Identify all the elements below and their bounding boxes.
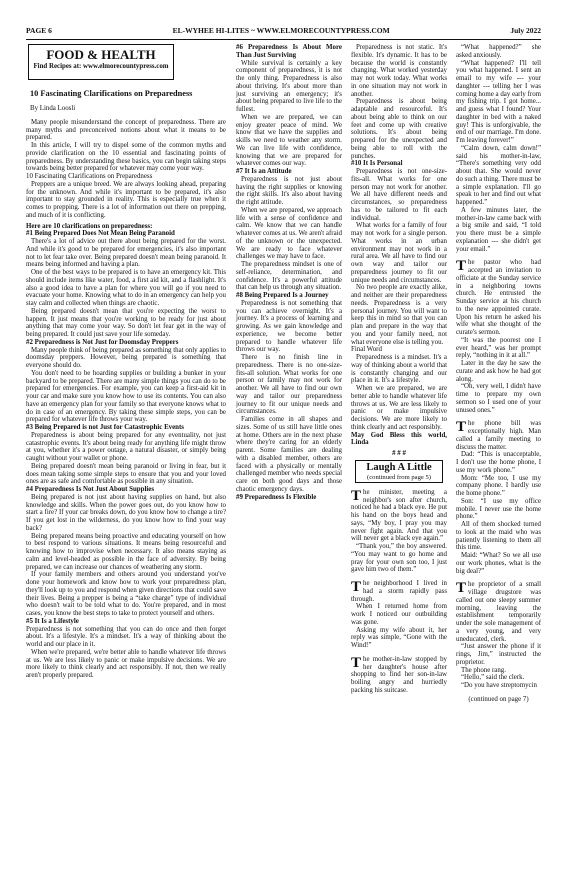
joke-paragraph: “Do you have streptomycin (461, 682, 537, 689)
joke-text: he proprietor of a small village drugstore was called out one sleepy summer morning, leaving the establishment temporarily under the sole management of a very young, and very uneducated, clerk. (456, 581, 541, 643)
section-heading: #7 It Is an Attitude (236, 168, 292, 175)
laugh-title: Laugh A Little (366, 461, 432, 473)
joke-paragraph (456, 420, 541, 451)
article-paragraph: Preparedness is not just about having the right supplies or knowing the right skills. It's also about having the right attitude. (236, 175, 342, 206)
drop-cap: T (351, 654, 362, 671)
list-heading: Here are 10 clarifications on preparedness: (26, 222, 153, 230)
joke-paragraph: All of them shocked turned to look at the maid who was patiently listening to them all this time. (456, 521, 541, 552)
joke-paragraph: Mom: “Me too, I use my company phone. I hardly use the home phone.” (456, 474, 541, 497)
joke-paragraph: Dad: “This is unacceptable, I don't use the home phone, I use my work phone.” (456, 451, 541, 474)
article-paragraph: You don't need to be hoarding supplies or building a bunker in your backyard to be prepared. There are many simple things you can do to be prepared for emergencies. For example, you can keep a first-aid kit in your car and make sure you know how to use its contents. You can also have an emergency plan for your family so that everyone knows what to do in case of an emergency. By taking these simple steps, you can be prepared for whatever life throws your way. (26, 369, 226, 424)
drop-cap: T (456, 258, 467, 275)
column-3 (351, 44, 447, 844)
continued-note: (continued on page 7) (468, 695, 529, 703)
article-paragraph: There's a lot of advice out there about being prepared for the worst. And while it's good to be prepared for emergencies, it's also important not to let fear take over. Being prepared doesn't mean being paranoid. It means being informed and having a plan. (26, 238, 226, 269)
article-paragraph: If your family members and others around you understand you've done your homework and know how to work your preparedness plan, they'll look up to you and respond when given directions that could save their lives. Being a prepper is being a “take charge” type of individual who doesn't wait to be told what to do. You're prepared, and in most cases, you know the best steps to take to protect yourself and others. (26, 571, 226, 617)
joke-paragraph (351, 656, 447, 695)
joke-text: he neighborhood I lived in had a storm rapidly pass through. (351, 580, 447, 603)
joke-paragraph: When I returned home from work I noticed our outbuilding was gone. (351, 603, 447, 626)
article-paragraph: Preparedness is about being prepared for any eventuality, not just catastrophic events. It's about being ready for anything life might throw at you, whether it's a power outage, a natural disaster, or simply being caught without your wallet or phone. (26, 431, 226, 462)
article-paragraph: Preparedness is a mindset. It's a way of thinking about a world that is constantly changing and our place in it. It's a lifestyle. (351, 354, 447, 385)
joke-paragraph: “Thank you,” the boy answered. “You may want to go home and pray for your own son too, I just gave him two of them.” (351, 543, 447, 574)
section-heading: #1 Being Prepared Does Not Mean Being Paranoid (26, 230, 175, 238)
column-2 (236, 44, 342, 844)
article-paragraph: When we're prepared, we're better able to handle whatever life throws at us. We are less likely to panic or make impulsive decisions. We are more likely to think clearly and act responsibly. If not, then we really aren't properly prepared. (26, 648, 226, 679)
section-title: FOOD & HEALTH (46, 47, 156, 62)
joke-paragraph (456, 581, 541, 643)
section-heading: #4 Preparedness Is Not Just About Supplies (26, 486, 155, 493)
section-heading: #6 Preparedness Is About More Than Just Surviving (236, 44, 342, 59)
page-header (26, 26, 541, 40)
joke-paragraph: The phone rang. (461, 666, 506, 674)
article-paragraph: Preparedness is not something that you can do once and then forget about. It's a lifestyle. It's a mindset. It's a way of thinking about the world and our place in it. (26, 625, 226, 648)
column-4 (456, 44, 541, 844)
article-title: 10 Fascinating Clarifications on Preparedness (30, 89, 193, 98)
joke-paragraph: Son: “I use my office mobile. I never use the home phone.” (456, 497, 541, 521)
article-paragraph: The preparedness mindset is one of self-reliance, determination, and confidence. It's a powerful attitude that can help us through any situation. (236, 261, 342, 292)
article-paragraph: No two people are exactly alike, and neither are their preparedness needs. Preparedness is a very personal journey. You will want to keep this in mind so that you can plan and prepare in the way that you and your family need, not what everyone else is telling you. (351, 284, 447, 346)
joke-paragraph (456, 259, 541, 337)
article-paragraph: Being prepared is not just about having supplies on hand, but also knowledge and skills. When the power goes out, do you know how to start a fire? If your car breaks down, do you know how to change a tire? If you get lost in the wilderness, do you know how to find your way back? (26, 493, 226, 532)
article-paragraph: Many people think of being prepared as something that only applies to doomsday preppers. However, being prepared is something that everyone should do. (26, 346, 226, 369)
joke-paragraph: “Oh, very well, I didn't have time to prepare my own sermon so I used one of your unused ones.” (456, 383, 541, 414)
page-number: PAGE 6 (26, 26, 52, 35)
joke-paragraph (351, 489, 447, 543)
article-body-start (26, 119, 226, 680)
section-heading: #5 It Is a Lifestyle (26, 617, 79, 625)
article-paragraph: When we are prepared, we are better able to handle whatever life throws at us. We are less likely to panic or make impulsive decisions. We are more likely to think clearly and act responsibly. (351, 385, 447, 431)
drop-cap: T (456, 580, 467, 597)
article-paragraph: Being prepared means being proactive and educating yourself on how to best respond to various situations. It means being resourceful and knowing how to improvise when necessary. It also means staying as calm and level-headed as possible in the face of adversity. By being prepared, we can increase our chances of weathering any storm. (26, 532, 226, 571)
laugh-banner (355, 460, 443, 483)
article-paragraph: Preparedness is not something that you can achieve overnight. It's a journey. It's a process of learning and growing. As we gain knowledge and experience, we become better prepared to handle whatever life throws our way. (236, 299, 342, 354)
article-paragraph: What works for a family of four may not work for a single person. What works in an urban environment may not work in a rural area. We all have to find our own way and tailor our preparedness journey to fit our unique needs and circumstances. (351, 222, 447, 284)
article-paragraph: Preppers are a unique breed. We are always looking ahead, preparing for the unknown. And while it's important to be prepared, it's also important to stay grounded in reality. This is especially true when it comes to prepping. There is a lot of information out there on prepping, and much of it is conflicting. (26, 180, 226, 219)
section-heading: #10 It Is Personal (351, 160, 403, 168)
joke-paragraph: “Calm down, calm down!” said his mother-in-law, “There's something very odd about that. She would never do such a thing. There must be a simple explanation. I'll go speak to her and find out what happened.” (456, 144, 541, 206)
section-subtitle: Find Recipes at: www.elmorecountypress.com (33, 63, 169, 70)
joke-text: he mother-in-law stopped by her daughter's house after shopping to find her son-in-law boiling angry and hurriedly packing his suitcase. (351, 655, 447, 694)
drop-cap: T (456, 419, 467, 436)
article-paragraph: In this article, I will try to dispel some of the common myths and provide clarification on the 10 essential and fascinating points of preparedness. By understanding these basics, you can begin taking steps towards being better prepared for whatever may come your way. (26, 142, 226, 173)
joke-paragraph: A few minutes later, the mother-in-law came back with a big smile and said, “I told you there must be a simple explanation --- she didn't get your email.” (456, 206, 541, 253)
section-banner (28, 44, 174, 80)
article-paragraph: Preparedness is not one-size-fits-all. What works for one person may not work for another. We all have different needs and circumstances, so preparedness has to be tailored to fit each individual. (351, 168, 447, 222)
article-closing: May God Bless this world, Linda (351, 431, 447, 447)
article-paragraph: Preparedness is not static. It's flexible. It's dynamic. It has to be because the world is constantly changing. What worked yesterday may not work today. What works in one situation may not work in another. (351, 44, 447, 98)
newspaper-page (26, 26, 541, 846)
joke-paragraph: Asking my wife about it, her reply was simple, “Gone with the Wind!” (351, 626, 447, 649)
joke-text: he pastor who had accepted an invitation to officiate at the Sunday service in a neighboring towns church. He entrusted the Sunday service at his church to the new appointed curate. Upon his return he asked his wife what she thought of the curate's sermon. (456, 259, 541, 336)
joke-text: he minister, meeting a neighbor's son after church, noticed he had a black eye. He put his hand on the boys head and says, “My boy, I pray you may never fight again. And that you will never get a black eye again.” (351, 488, 447, 543)
joke-paragraph: Maid: “What? So we all use our work phones, what is the big deal?” (456, 552, 541, 575)
joke-paragraph: “Hello,” said the clerk. (461, 674, 525, 682)
joke-paragraph: “Just answer the phone if it rings, Jim,” instructed the proprietor. (456, 643, 541, 666)
joke-paragraph: Later in the day he saw the curate and ask how he had got along. (456, 360, 541, 383)
article-paragraph: While survival is certainly a key component of preparedness, it is not the only thing. Preparedness is also about thriving. It's about more than just surviving an emergency; it's about being prepared to live life to the fullest. (236, 59, 342, 113)
article-paragraph: 10 Fascinating Clarifications on Preparedness (26, 173, 153, 180)
article-paragraph: Families come in all shapes and sizes. Some of us still have little ones at home. Others are in the next phase where they're caring for an elderly parent. Some families are dealing with a disabled member, others are faced with a physically or mentally challenged member who needs special care on both good days and those chaotic emergency days. (236, 416, 342, 493)
article-paragraph: Being prepared doesn't mean that you're expecting the worst to happen. It just means that you're working to be ready for just about anything that may come your way. So don't let fear get in the way of being prepared. It could just save your life someday. (26, 307, 226, 338)
section-heading: #2 Preparedness is Not Just for Doomsday Preppers (26, 338, 179, 346)
laugh-subtitle: (continued from page 5) (367, 473, 431, 481)
drop-cap: T (351, 579, 362, 595)
section-heading: #9 Preparedness Is Flexible (236, 493, 317, 501)
final-heading: Final Word (351, 346, 382, 354)
article-byline: By Linda Loosli (30, 105, 76, 112)
joke-text: he phone bill was exceptionally high. Man called a family meeting to discuss the matter. (456, 420, 541, 451)
article-paragraph: One of the best ways to be prepared is to have an emergency kit. This should include items like water, food, a first aid kit, and a flashlight. It's also a good idea to have a plan for where you will go if you need to evacuate your home. Knowing what to do in an emergency can help you stay calm and collected when things are chaotic. (26, 269, 226, 307)
joke-paragraph: “It was the poorest one I ever heard,” was her prompt reply, “nothing in it at all.” (456, 336, 541, 360)
article-paragraph: When we are prepared, we can enjoy greater peace of mind. We know that we have the supplies and skills we need to weather any storm. We can live life with confidence, knowing that we are prepared for whatever comes our way. (236, 113, 342, 168)
section-heading: #3 Being Prepared is not Just for Catastrophic Events (26, 424, 184, 431)
article-paragraph: Many people misunderstand the concept of preparedness. There are many myths and preconceived notions about what it means to be prepared. (26, 118, 226, 142)
article-paragraph: Preparedness is about being adaptable and resourceful. It's about being able to think on our feet and come up with creative solutions. It's about being prepared for the unexpected and being able to roll with the punches. (351, 98, 447, 160)
separator: # # # (392, 450, 406, 457)
article-paragraph: There is no finish line in preparedness. There is no one-size-fits-all solution. What works for one person or family may not work for another. We all have to find our own way and tailor our preparedness journey to fit our unique needs and circumstances. (236, 354, 342, 416)
issue-date: July 2022 (510, 26, 541, 35)
drop-cap: T (351, 487, 362, 504)
section-heading: #8 Being Prepared Is a Journey (236, 292, 329, 299)
joke-paragraph (351, 580, 447, 603)
article-paragraph: Being prepared doesn't mean being paranoid or living in fear, but it does mean taking some simple steps to ensure that you and your loved ones are as safe and comfortable as possible in any situation. (26, 462, 226, 486)
column-1 (26, 44, 226, 844)
masthead: EL-WYHEE HI-LITES ~ WWW.ELMORECOUNTYPRESS.COM (172, 26, 390, 35)
joke-paragraph: “What happened? I'll tell you what happened. I sent an email to my wife --- your daughter --- telling her I was coming home a day early from my fishing trip. I got home... and guess what I found? Your daughter in bed with a naked guy! This is unforgivable, the end of our marriage. I'm done. I'm leaving forever!” (456, 59, 541, 144)
joke-paragraph: “What happened?” she asked anxiously. (456, 44, 541, 59)
article-paragraph: When we are prepared, we approach life with a sense of confidence and calm. We know that we can handle whatever comes at us. We aren't afraid of the unknown or the unexpected. We are ready to face whatever challenges we may have to face. (236, 206, 342, 261)
